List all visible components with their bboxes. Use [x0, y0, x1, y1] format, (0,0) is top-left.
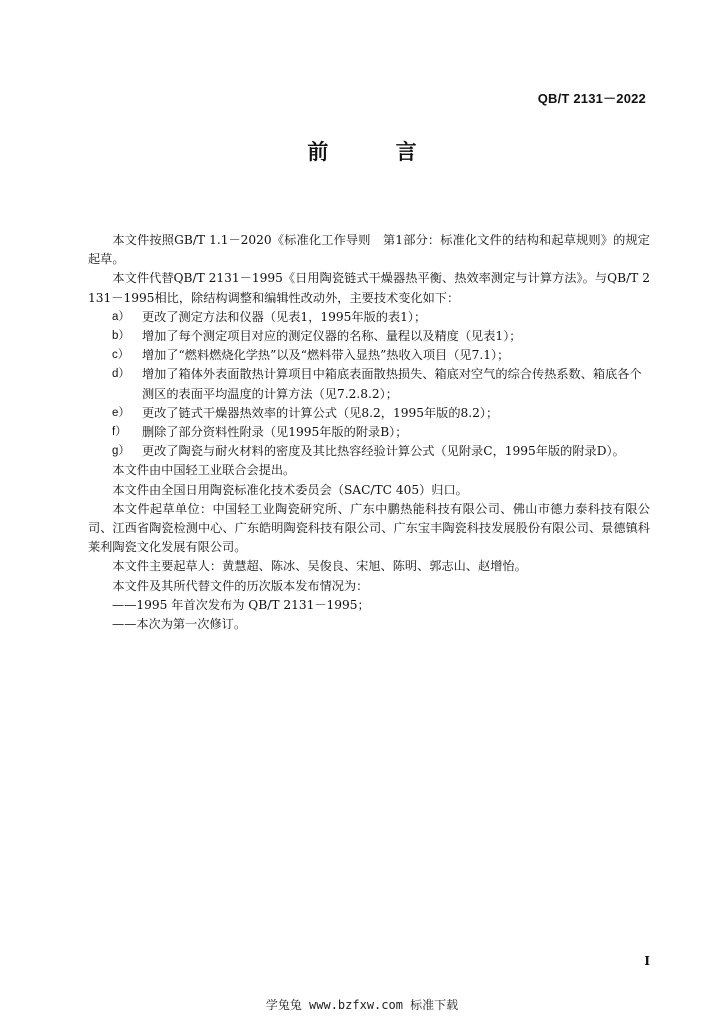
list-item	[88, 423, 650, 442]
history-item: ——1995 年首次发布为 QB/T 2131－1995；	[112, 597, 370, 612]
page-number: I	[644, 954, 650, 968]
list-marker: e）	[112, 406, 130, 419]
footer-watermark-link[interactable]: 学兔兔 www.bzfxw.com 标准下载	[265, 998, 459, 1012]
history-item: ——本次为第一次修订。	[112, 617, 247, 632]
list-marker: f）	[112, 426, 127, 439]
paragraph-committee: 本文件由全国日用陶瓷标准化技术委员会（SAC/TC 405）归口。	[112, 482, 468, 497]
list-marker: a）	[112, 310, 130, 323]
paragraph-proposer: 本文件由中国轻工业联合会提出。	[112, 463, 296, 478]
list-item	[88, 404, 650, 423]
list-marker: g）	[112, 445, 130, 458]
document-code: QB/T 2131－2022	[537, 91, 646, 106]
list-item-text: 更改了链式干燥器热效率的计算公式（见8.2，1995年版的8.2）；	[142, 405, 499, 420]
list-item	[88, 442, 650, 461]
list-item-text: 增加了“燃料燃烧化学热”以及“燃料带入显热”热收入项目（见7.1）；	[142, 348, 510, 363]
list-item-text: 更改了陶瓷与耐火材料的密度及其比热容经验计算公式（见附录C，1995年版的附录D）。	[142, 444, 625, 459]
list-item	[88, 346, 650, 365]
list-item-text: 更改了测定方法和仪器（见表1，1995年版的表1）；	[142, 309, 427, 324]
list-item	[88, 308, 650, 327]
changes-list	[88, 308, 650, 462]
paragraph-drafting-units: 本文件起草单位：中国轻工业陶瓷研究所、广东中鹏热能科技有限公司、佛山市德力泰科技有限公司、江西省陶瓷检测中心、广东皓明陶瓷科技有限公司、广东宝丰陶瓷科技发展股份有限公司、景德镇科莱利陶瓷文化发展有限公司。	[88, 501, 650, 555]
list-item-text: 增加了箱体外表面散热计算项目中箱底表面散热损失、箱底对空气的综合传热系数、箱底各个测区的表面平均温度的计算方法（见7.2.8.2）；	[142, 367, 642, 401]
page-title: 前 言	[307, 139, 447, 164]
list-marker: c）	[112, 349, 130, 362]
document-body	[88, 231, 650, 634]
paragraph-drafters: 本文件主要起草人：黄慧超、陈冰、吴俊良、宋旭、陈明、郭志山、赵增怡。	[112, 559, 527, 574]
list-item	[88, 365, 650, 403]
list-marker: b）	[112, 330, 130, 343]
paragraph-replacement-statement: 本文件代替QB/T 2131－1995《日用陶瓷链式干燥器热平衡、热效率测定与计算方法》。与QB/T 2131－1995相比，除结构调整和编辑性改动外，主要技术变化如下：	[88, 271, 650, 305]
list-marker: d）	[112, 368, 130, 381]
paragraph-version-history: 本文件及其所代替文件的历次版本发布情况为：	[112, 578, 369, 593]
list-item-text: 删除了部分资料性附录（见1995年版的附录B）；	[142, 425, 408, 440]
paragraph-drafting-rules: 本文件按照GB/T 1.1－2020《标准化工作导则 第1部分：标准化文件的结构和起草规则》的规定起草。	[88, 233, 650, 267]
list-item	[88, 327, 650, 346]
list-item-text: 增加了每个测定项目对应的测定仪器的名称、量程以及精度（见表1）；	[142, 329, 522, 344]
